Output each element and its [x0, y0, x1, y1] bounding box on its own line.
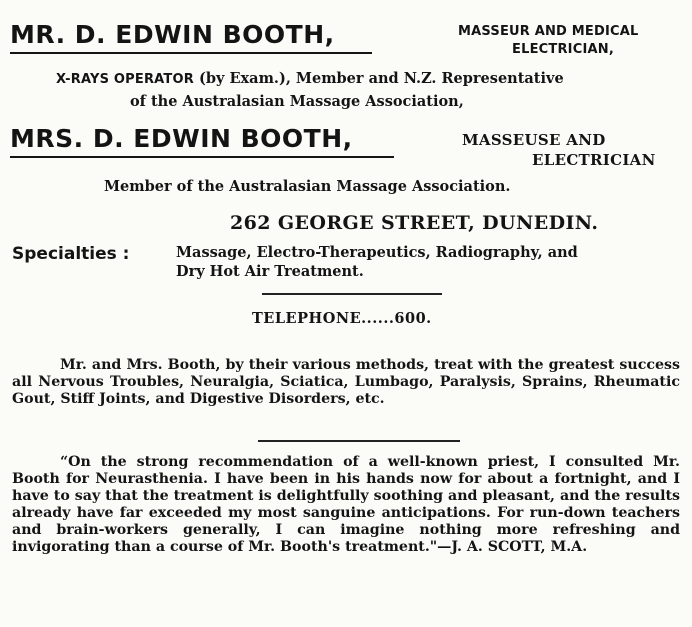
mrs-title-line2: ELECTRICIAN — [532, 151, 656, 169]
mr-qualifications-text: (by Exam.), Member and N.Z. Representative — [193, 70, 564, 87]
mr-name-heading: MR. D. EDWIN BOOTH, — [10, 20, 335, 49]
mr-qualifications-line2: of the Australasian Massage Association, — [130, 93, 464, 110]
address: 262 GEORGE STREET, DUNEDIN. — [230, 212, 599, 234]
specialties-label: Specialties : — [12, 244, 130, 264]
services-paragraph: Mr. and Mrs. Booth, by their various methods, treat with the greatest success all Nervous Troubles, Neuralgia, Sciatica, Lumbago, Paralysis, Sprains, Rheumatic Gout, Stiff Joints, and Digestive Disorders, etc. — [12, 357, 680, 407]
telephone: TELEPHONE......600. — [252, 310, 432, 327]
mr-title-line2: ELECTRICIAN, — [512, 42, 614, 57]
divider-top — [262, 293, 442, 295]
mrs-name-heading: MRS. D. EDWIN BOOTH, — [10, 124, 353, 153]
mrs-membership: Member of the Australasian Massage Association. — [104, 178, 511, 195]
mr-name-underline — [10, 52, 372, 54]
mrs-name-underline — [10, 156, 394, 158]
specialties-line2: Dry Hot Air Treatment. — [176, 263, 364, 280]
testimonial-paragraph: “On the strong recommendation of a well-known priest, I consulted Mr. Booth for Neurasthenia. I have been in his hands now for about a fortnight, and I have to say that the treatment is delightfully soothing and pleasant, and the results already have far exceeded my most sanguine anticipations. For run-down teachers and brain-workers generally, I can imagine nothing more refreshing and invigorating than a course of Mr. Booth's treatment."—J. A. SCOTT, M.A. — [12, 454, 680, 555]
mr-title-line1: MASSEUR AND MEDICAL — [458, 24, 639, 39]
x-rays-operator-label: X-RAYS OPERATOR — [56, 72, 194, 87]
mrs-title-line1: MASSEUSE AND — [462, 131, 606, 149]
mr-qualifications-line1 — [56, 72, 564, 88]
specialties-line1: Massage, Electro-Therapeutics, Radiography, and — [176, 244, 578, 261]
divider-middle — [258, 440, 460, 442]
